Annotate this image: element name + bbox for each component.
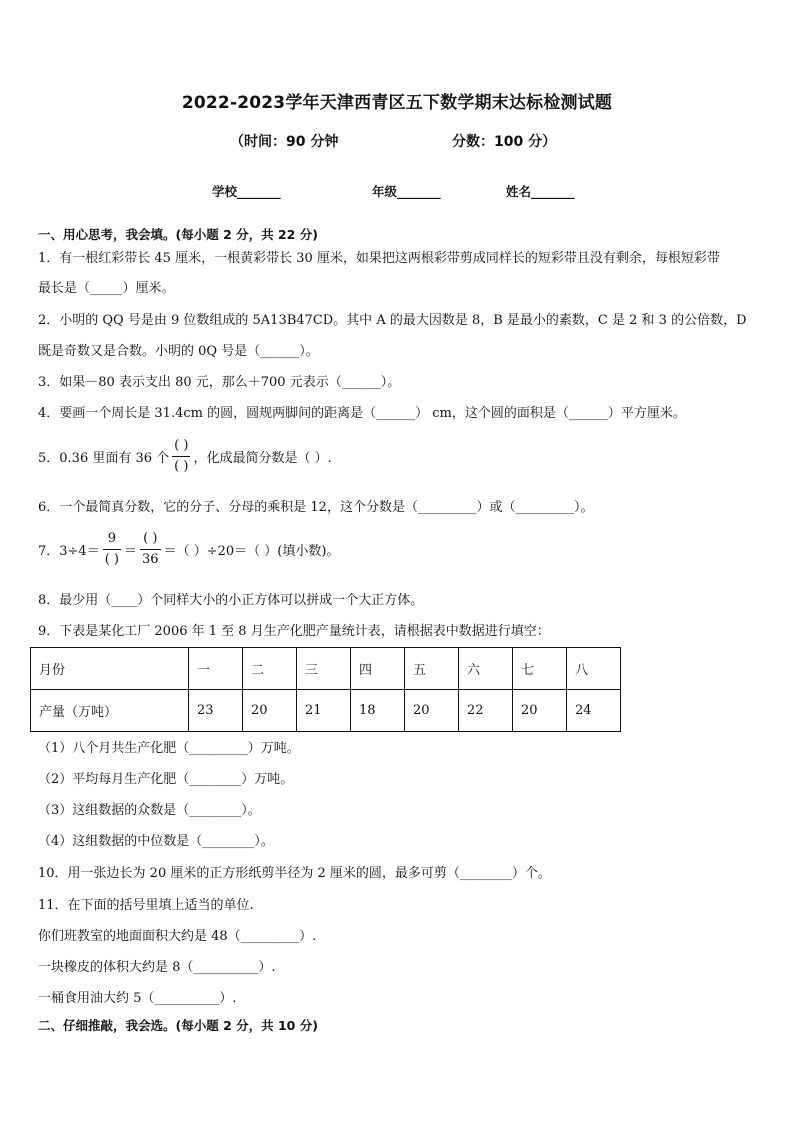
name-field: 姓名_______ bbox=[506, 184, 575, 199]
fraction-denominator: ( ) bbox=[104, 552, 119, 567]
table-cell-value: 20 bbox=[405, 690, 459, 732]
question-9-sub-2: （2）平均每月生产化肥（________）万吨。 bbox=[38, 772, 294, 787]
question-9-intro: 9．下表是某化工厂 2006 年 1 至 8 月生产化肥产量统计表，请根据表中数据进行填空： bbox=[38, 624, 550, 639]
table-row bbox=[31, 690, 621, 732]
table-cell-value: 22 bbox=[459, 690, 513, 732]
question-11-a: 你们班教室的地面面积大约是 48（_________）. bbox=[38, 929, 317, 944]
fraction-denominator: 36 bbox=[142, 552, 159, 567]
fraction-numerator: ( ) bbox=[143, 531, 158, 546]
table-cell-value: 20 bbox=[243, 690, 297, 732]
grade-field: 年级_______ bbox=[372, 184, 441, 199]
question-5 bbox=[38, 437, 332, 476]
fraction-denominator: ( ) bbox=[174, 459, 189, 474]
table-row-header-output: 产量（万吨） bbox=[31, 690, 189, 732]
question-9-sub-3: （3）这组数据的众数是（________）。 bbox=[38, 803, 261, 818]
question-7-prefix: 7．3÷4＝ bbox=[38, 544, 100, 559]
question-3: 3．如果－80 表示支出 80 元，那么＋700 元表示（______）。 bbox=[38, 375, 401, 390]
exam-score: 分数：100 分） bbox=[452, 134, 557, 150]
question-9-sub-1: （1）八个月共生产化肥（_________）万吨。 bbox=[38, 741, 300, 756]
table-cell-month: 六 bbox=[459, 648, 513, 690]
table-cell-month: 二 bbox=[243, 648, 297, 690]
table-cell-month: 七 bbox=[513, 648, 567, 690]
question-2-line-2: 既是奇数又是合数。小明的 0Q 号是（______）。 bbox=[38, 344, 319, 359]
question-7 bbox=[38, 530, 339, 569]
question-7-equals: ＝ bbox=[124, 544, 138, 559]
production-table bbox=[30, 647, 621, 732]
fraction-numerator: ( ) bbox=[174, 438, 189, 453]
table-cell-month: 八 bbox=[567, 648, 621, 690]
exam-title: 2022-2023学年天津西青区五下数学期末达标检测试题 bbox=[181, 93, 613, 113]
table-cell-month: 四 bbox=[351, 648, 405, 690]
question-10: 10．用一张边长为 20 厘米的正方形纸剪半径为 2 厘米的圆，最多可剪（________）个。 bbox=[38, 866, 551, 881]
table-cell-value: 20 bbox=[513, 690, 567, 732]
table-row bbox=[31, 648, 621, 690]
question-11-intro: 11．在下面的括号里填上适当的单位. bbox=[38, 898, 254, 913]
section-1-heading: 一、用心思考，我会填。(每小题 2 分，共 22 分) bbox=[38, 227, 318, 242]
question-1-line-2: 最长是（_____）厘米。 bbox=[38, 281, 175, 296]
table-cell-value: 23 bbox=[189, 690, 243, 732]
question-1-line-1: 1．有一根红彩带长 45 厘米，一根黄彩带长 30 厘米，如果把这两根彩带剪成同样长的短彩带且没有剩余，每根短彩带 bbox=[38, 251, 720, 266]
question-7-suffix: ＝（ ）÷20＝（ ）(填小数)。 bbox=[163, 544, 340, 559]
table-cell-month: 三 bbox=[297, 648, 351, 690]
table-cell-value: 18 bbox=[351, 690, 405, 732]
school-field: 学校_______ bbox=[212, 184, 281, 199]
table-row-header-month: 月份 bbox=[31, 648, 189, 690]
question-6: 6．一个最简真分数，它的分子、分母的乘积是 12，这个分数是（_________）或（_________）。 bbox=[38, 500, 594, 515]
question-8: 8．最少用（____）个同样大小的小正方体可以拼成一个大正方体。 bbox=[38, 593, 424, 608]
table-cell-value: 24 bbox=[567, 690, 621, 732]
question-7-fraction-1 bbox=[103, 530, 121, 569]
table-cell-month: 一 bbox=[189, 648, 243, 690]
question-11-c: 一桶食用油大约 5（__________）. bbox=[38, 991, 237, 1006]
fraction-numerator: 9 bbox=[107, 531, 116, 546]
section-2-heading: 二、仔细推敲，我会选。(每小题 2 分，共 10 分) bbox=[38, 1018, 318, 1033]
table-cell-month: 五 bbox=[405, 648, 459, 690]
question-5-suffix: ，化成最简分数是（ ）. bbox=[193, 451, 332, 466]
question-2-line-1: 2．小明的 QQ 号是由 9 位数组成的 5A13B47CD。其中 A 的最大因数是 8，B 是最小的素数，C 是 2 和 3 的公倍数，D bbox=[38, 313, 747, 328]
question-11-b: 一块橡皮的体积大约是 8（__________）. bbox=[38, 960, 276, 975]
table-cell-value: 21 bbox=[297, 690, 351, 732]
exam-time: （时间：90 分钟 bbox=[230, 134, 339, 150]
question-7-fraction-2 bbox=[140, 530, 161, 569]
question-4: 4．要画一个周长是 31.4cm 的圆，圆规两脚间的距离是（______） cm，这个圆的面积是（______）平方厘米。 bbox=[38, 406, 686, 421]
question-9-sub-4: （4）这组数据的中位数是（________）。 bbox=[38, 834, 274, 849]
question-5-fraction bbox=[172, 437, 190, 476]
question-5-prefix: 5．0.36 里面有 36 个 bbox=[38, 451, 170, 466]
